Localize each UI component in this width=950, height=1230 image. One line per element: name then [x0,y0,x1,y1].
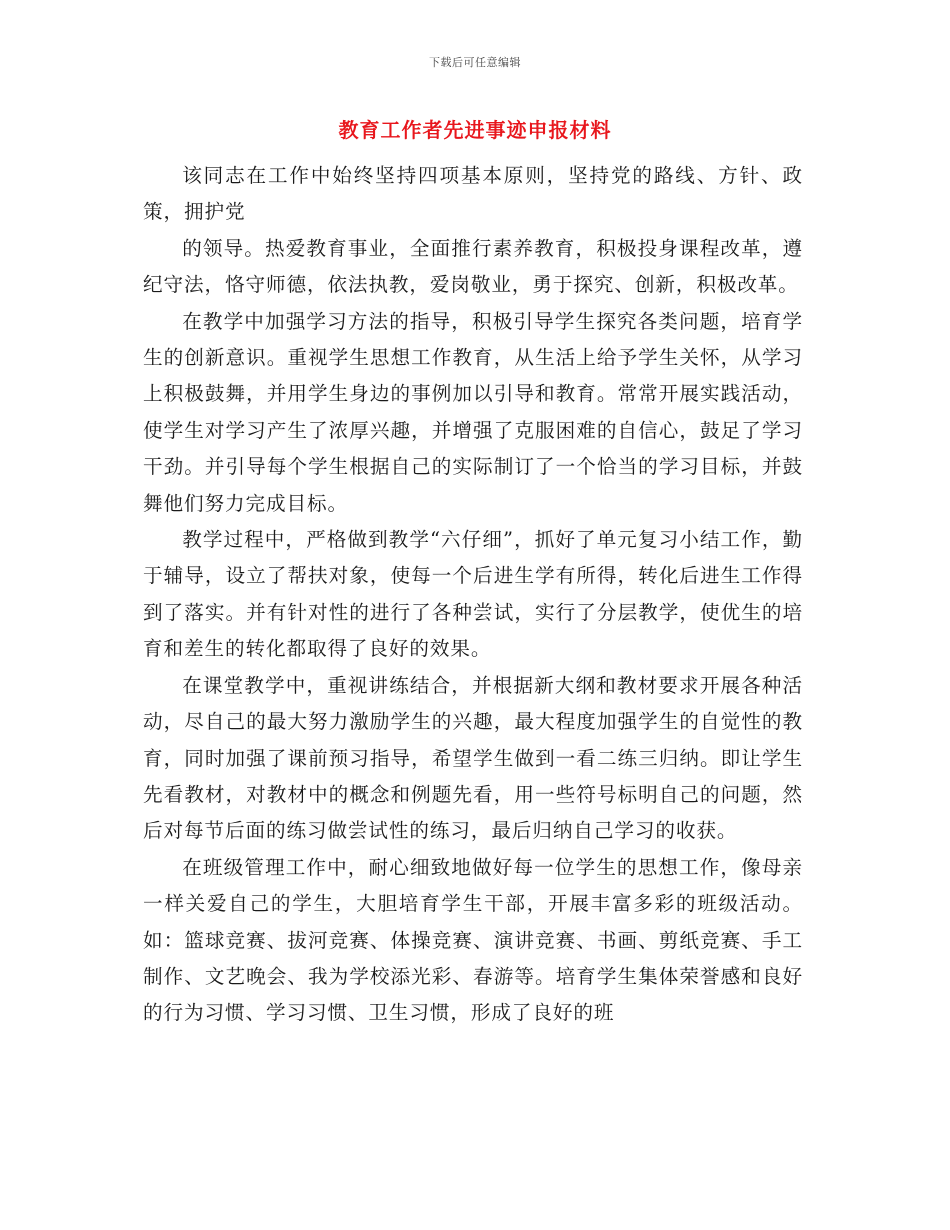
header-note: 下载后可任意编辑 [429,56,521,69]
paragraph-6: 在班级管理工作中，耐心细致地做好每一位学生的思想工作，像母亲一样关爱自己的学生，大胆培育学生干部，开展丰富多彩的班级活动。如：篮球竞赛、拔河竞赛、体操竞赛、演讲竞赛、书画、剪纸竞赛、手工制作、文艺晚会、我为学校添光彩、春游等。培育学生集体荣誉感和良好的行为习惯、学习习惯、卫生习惯，形成了良好的班 [143,855,803,1025]
paragraph-3: 在教学中加强学习方法的指导，积极引导学生探究各类问题，培育学生的创新意识。重视学生思想工作教育，从生活上给予学生关怀，从学习上积极鼓舞，并用学生身边的事例加以引导和教育。常常开展实践活动，使学生对学习产生了浓厚兴趣，并增强了克服困难的自信心，鼓足了学习干劲。并引导每个学生根据自己的实际制订了一个恰当的学习目标，并鼓舞他们努力完成目标。 [143,309,803,515]
document-body [143,158,803,1032]
paragraph-4: 教学过程中，严格做到教学“六仔细”，抓好了单元复习小结工作，勤于辅导，设立了帮扶对象，使每一个后进生学有所得，转化后进生工作得到了落实。并有针对性的进行了各种尝试，实行了分层教学，使优生的培育和差生的转化都取得了良好的效果。 [143,528,803,661]
paragraph-2: 的领导。热爱教育事业，全面推行素养教育，积极投身课程改革，遵纪守法，恪守师德，依法执教，爱岗敬业，勇于探究、创新，积极改革。 [143,236,803,297]
paragraph-1: 该同志在工作中始终坚持四项基本原则，坚持党的路线、方针、政策，拥护党 [143,164,803,224]
paragraph-5: 在课堂教学中，重视讲练结合，并根据新大纲和教材要求开展各种活动，尽自己的最大努力激励学生的兴趣，最大程度加强学生的自觉性的教育，同时加强了课前预习指导，希望学生做到一看二练三归纳。即让学生先看教材，对教材中的概念和例题先看，用一些符号标明自己的问题，然后对每节后面的练习做尝试性的练习，最后归纳自己学习的收获。 [143,673,803,843]
document-title: 教育工作者先进事迹申报材料 [338,118,612,142]
